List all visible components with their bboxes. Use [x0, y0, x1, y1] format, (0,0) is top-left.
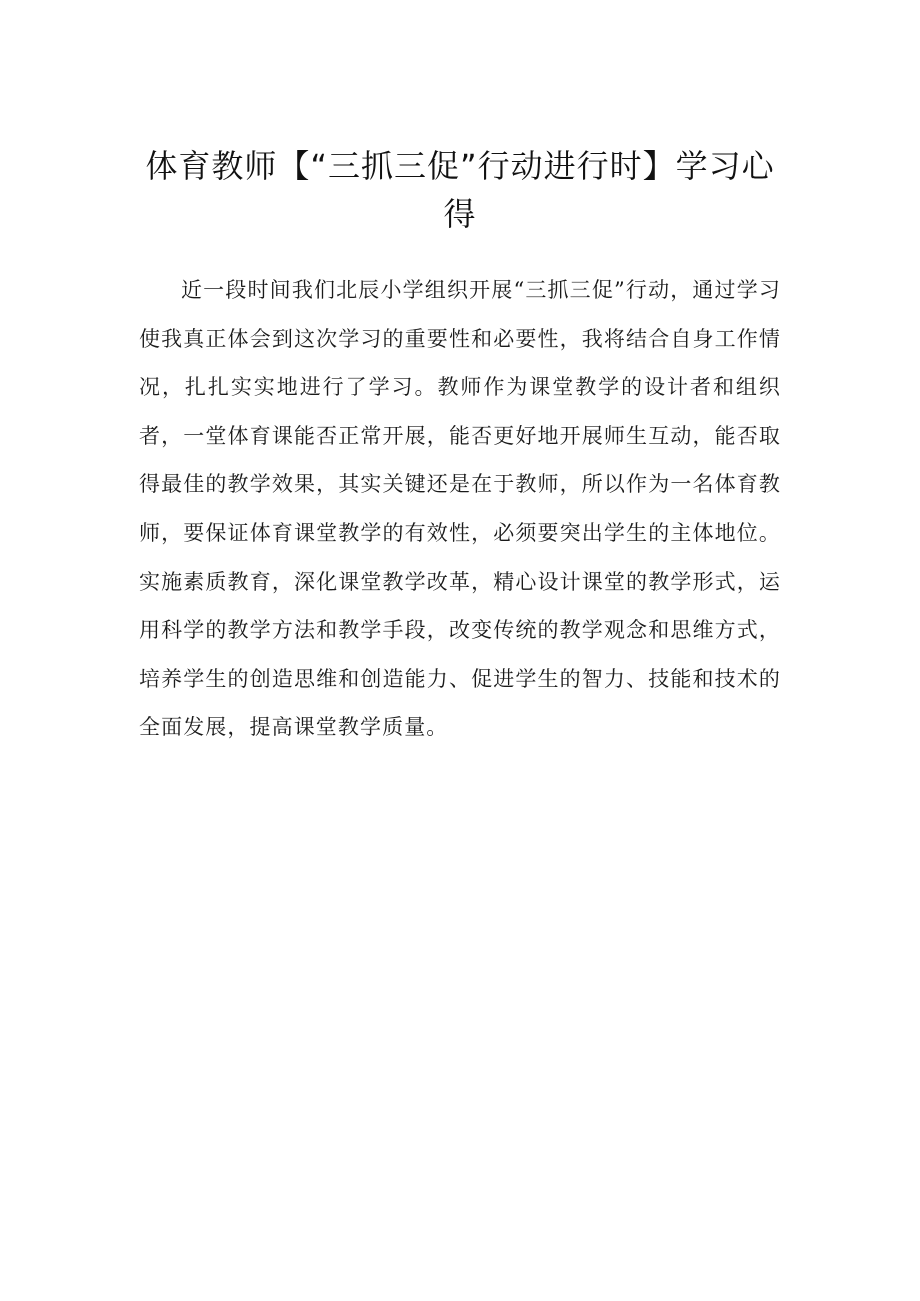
page-title: 体育教师【“三抓三促”行动进行时】学习心得: [145, 147, 775, 233]
body-paragraph: 近一段时间我们北辰小学组织开展“三抓三促”行动，通过学习使我真正体会到这次学习的重要性和必要性，我将结合自身工作情况，扎扎实实地进行了学习。教师作为课堂教学的设计者和组织者，一堂体育课能否正常开展，能否更好地开展师生互动，能否取得最佳的教学效果，其实关键还是在于教师，所以作为一名体育教师，要保证体育课堂教学的有效性，必须要突出学生的主体地位。实施素质教育，深化课堂教学改革，精心设计课堂的教学形式，运用科学的教学方法和教学手段，改变传统的教学观念和思维方式，培养学生的创造思维和创造能力、促进学生的智力、技能和技术的全面发展，提高课堂教学质量。: [139, 278, 781, 740]
